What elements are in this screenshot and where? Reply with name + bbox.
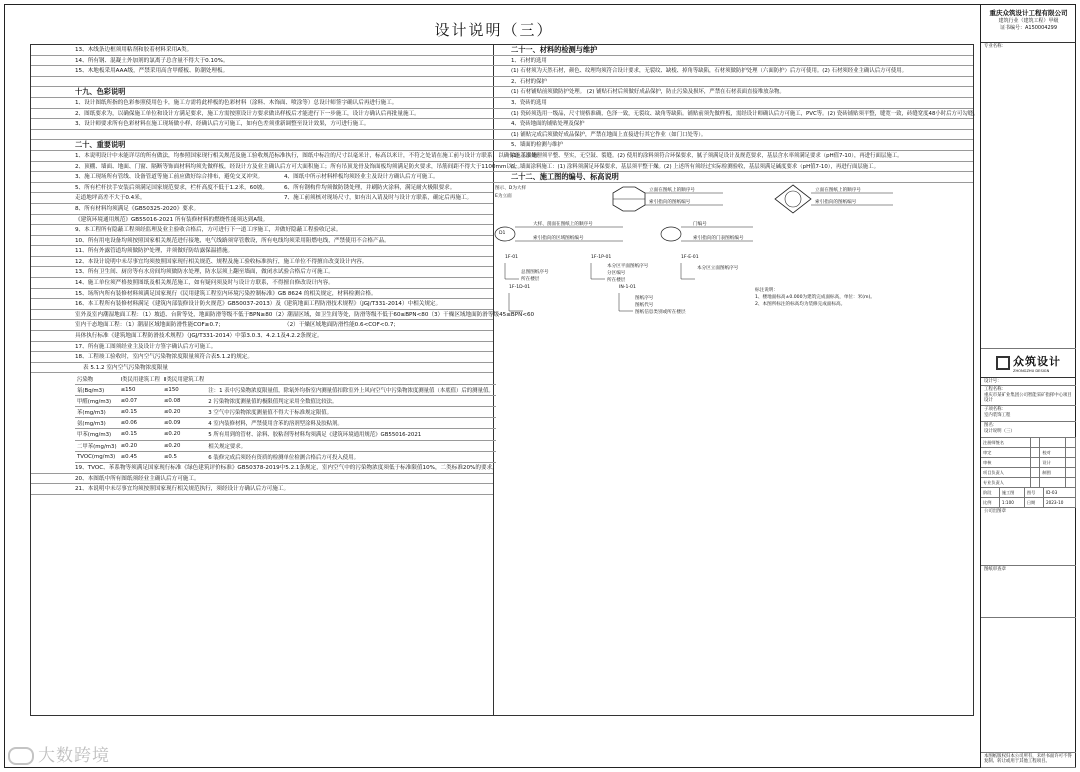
voc-row xyxy=(75,440,496,451)
project-name-label: 工程名称： xyxy=(984,387,1006,393)
voc-cell: ≤0.06 xyxy=(119,418,162,429)
voc-cell: TVOC(mg/m3) xyxy=(75,451,119,462)
voc-table xyxy=(75,373,496,463)
signature-cell: 校对 xyxy=(1040,448,1066,458)
voc-cell: 2 污染物浓度测量值的极限值判定采用全数值比较法。 xyxy=(206,395,495,406)
code-label: 所在楼层 xyxy=(607,277,626,283)
note-row xyxy=(31,320,493,331)
legend-line: 2、本图所标注的标高均为装修完成面标高。 xyxy=(755,301,846,307)
section-heading: 二十一、材料的检测与维护 xyxy=(493,45,973,56)
sheet-value: ID-03 xyxy=(1043,488,1075,498)
note-row: (1) 石材须为天然石材，颜色、纹理均须符合设计要求，无裂纹、缺棱、掉角等缺陷，石材须做防护处理（六面防护）后方可使用。(2) 石材须经业主确认后方可使用。 xyxy=(493,66,973,77)
voc-cell: 5 所有用到的管材、涂料、胶粘剂等材料均须满足《建筑环境通用规范》GB55016-2021 xyxy=(206,429,495,440)
voc-row xyxy=(75,418,496,429)
watermark xyxy=(8,741,110,766)
signature-row xyxy=(981,468,1076,478)
note-row: 9、本工程所有隐蔽工程须经监理及业主验收合格后，方可进行下一道工序施工，并做好隐蔽工程验收记录。 xyxy=(31,225,493,236)
note-row: 11、所有外露管道均须做防护处理，并须做好防结露保温措施。 xyxy=(31,246,493,257)
signature-cell: 注册师签名 xyxy=(981,438,1030,448)
voc-cell: ≤0.20 xyxy=(162,406,206,417)
company-grade: 建筑行业（建筑工程）甲级 xyxy=(998,18,1059,24)
note-row: (1) 基层处理须平整、坚实，无空鼓、裂缝。(2) 使用的涂料须符合环保要求，腻子须满足设计及规范要求，基层含水率须满足要求（pH值7-10），再进行面层施工。 xyxy=(493,151,973,162)
note-text: 室内干态地面工程：（1）潮湿区域地面防滑性能COF≥0.7； xyxy=(75,322,224,329)
voc-cell: ≤0.08 xyxy=(162,395,206,406)
signature-cell xyxy=(1066,468,1076,478)
logo-subtext: ZHONGZHU DESIGN xyxy=(1013,369,1050,373)
signature-cell: 制图 xyxy=(1040,468,1066,478)
note-row: (1) 石材铺贴前须做防护处理。 (2) 铺贴石材后须做好成品保护，防止污染及损坏，严禁在石材表面直接堆放杂物。 xyxy=(493,87,973,98)
diagram-label: 索引指向的区域图纸编号 xyxy=(533,235,584,241)
stage-label: 阶段 xyxy=(981,488,999,498)
voc-cell: 6 装修完成后须经有资质的检测单位检测合格后方可投入使用。 xyxy=(206,451,495,462)
note-row: 13、木线条边框须用粘剂和胶着材料采用A类。 xyxy=(31,45,493,56)
voc-cell: ≤0.20 xyxy=(119,440,162,451)
code-label: 本分区平面图纸序号 xyxy=(607,263,649,269)
diagram-label: 索引指向的门表图纸编号 xyxy=(693,235,744,241)
signature-cell: 项目负责人 xyxy=(981,468,1030,478)
diagram-label: 门编号 xyxy=(693,221,707,227)
note-text: 走道地坪高差不大于0.4米。 xyxy=(75,195,146,202)
voc-cell: 3 空气中污染物浓度测量值不得大于标准规定限值。 xyxy=(206,406,495,417)
code-label: 图纸序号 xyxy=(635,295,654,301)
scale-label: 比例 xyxy=(981,498,999,508)
voc-cell: ≤0.15 xyxy=(119,429,162,440)
signature-row xyxy=(981,458,1076,468)
note-text: 6、所有钢构件均须做防锈处理，并刷防火涂料，满足耐火极限要求。 xyxy=(284,184,456,191)
voc-cell: 相关规定要求。 xyxy=(206,440,495,451)
date-label: 日期 xyxy=(1024,498,1043,508)
project-number xyxy=(981,378,1076,386)
signature-cell xyxy=(1066,458,1076,468)
signature-cell: 专业负责人 xyxy=(981,478,1030,488)
note-row: 2、顶棚、墙面、地面、门窗、隔断等饰面材料均须先做样板，经设计方及业主确认后方可大面积施工；所有吊顶龙骨及饰面板均须满足防火要求，吊筋间距不得大于1100mm以上。 xyxy=(31,162,493,173)
note-row: 2、图纸要求为，以确保施工单位和设计方满足要求，施工方需按照设计方要求做出样板后才能进行下一步施工，设计方确认后再批量施工。 xyxy=(31,109,493,120)
note-row: 1、本说明设计中未能详尽的所有做法，均参照国家现行相关规范及施工验收规范标准执行，图纸中标注的尺寸以毫米计，标高以米计，不符之处请在施工前与设计方联系，以确保施工准确。 xyxy=(31,151,493,162)
note-row xyxy=(31,172,493,183)
note-row: 1、石材的选用 xyxy=(493,56,973,67)
project-name xyxy=(981,386,1076,406)
signature-cell: 审核 xyxy=(981,458,1030,468)
title-block xyxy=(980,4,1076,768)
note-row xyxy=(31,193,493,204)
voc-cell: ≤150 xyxy=(119,384,162,395)
note-text: 4、图纸中所示材料样板均须经业主及设计方确认后方可施工。 xyxy=(284,174,439,181)
note-row: 19、TVOC、苯系物等须满足国家现行标准《绿色建筑评价标准》GB50378-2019中5.2.1条规定，室内空气中的污染物浓度须低于标准限值10%，二类标准20%的要求。 xyxy=(31,463,493,474)
note-row: 3、瓷砖的选用 xyxy=(493,98,973,109)
elevation-symbol-right xyxy=(775,185,811,213)
sub-project-value: 室内装饰工程 xyxy=(984,412,1011,418)
voc-cell: 氨(mg/m3) xyxy=(75,418,119,429)
signature-cell xyxy=(1040,478,1066,488)
voc-header xyxy=(206,373,495,384)
logo-text: 众筑设计 xyxy=(1013,355,1061,368)
voc-cell: 二甲苯(mg/m3) xyxy=(75,440,119,451)
drawing-name xyxy=(981,422,1076,438)
drawing-name-label: 图名： xyxy=(984,423,998,429)
code-label: 图纸信息类别或所在楼层 xyxy=(635,309,686,315)
numbering-diagram xyxy=(493,183,973,323)
note-row: 17、所有施工图须经业主及设计方签字确认后方可施工。 xyxy=(31,342,493,353)
voc-row xyxy=(75,395,496,406)
signature-grid xyxy=(981,438,1076,488)
voc-cell: 注：1 表中污染物浓度限量值，除氡外均指室内测量值扣除室外上风向空气中污染物浓度测量值（本底值）后的测量值。 xyxy=(206,384,495,395)
note-row: 15、木地板采用AAA级，严禁采用高含甲醛板、防潮处理板。 xyxy=(31,66,493,77)
note-text: 5、所有栏杆扶手安装后须满足国家规范要求，栏杆高度不低于1.2米，60坡。 xyxy=(75,184,268,191)
note-row: 20、本图纸中所有图纸须经业主确认后方可施工。 xyxy=(31,474,493,485)
voc-header: Ⅱ类民用建筑工程 xyxy=(162,373,206,384)
signature-cell xyxy=(1066,478,1076,488)
voc-row xyxy=(75,384,496,395)
legend-title: 标注说明： xyxy=(755,287,778,293)
note-row: 5、墙面的检测与维护 xyxy=(493,140,973,151)
note-row: 8、所有材料均须满足《GB50325-2020》要求。 xyxy=(31,204,493,215)
diagram-label: 立面在图纸上的顺序号 xyxy=(815,187,861,193)
note-row: (1) 瓷砖须选用一级品，尺寸规格准确，色泽一致，无裂纹、缺角等缺陷。铺贴前须先做样板，需经设计师确认后方可施工，PVC等。(2) 瓷砖铺贴须平整，缝宽一致，砖缝宽度48小时后方可勾缝。 xyxy=(493,109,973,120)
note-row xyxy=(31,183,493,194)
diagram-note: 图示、D为大样 xyxy=(495,185,527,191)
voc-header: 污染物 xyxy=(75,373,119,384)
section-heading: 十九、色彩说明 xyxy=(31,87,493,98)
watermark-logo-icon xyxy=(8,747,34,765)
voc-cell: ≤0.5 xyxy=(162,451,206,462)
note-row: 14、施工单位须严格按照图纸及相关规范施工，如有疑问须及时与设计方联系，不得擅自修改设计内容。 xyxy=(31,278,493,289)
signature-cell xyxy=(1030,458,1040,468)
signature-cell xyxy=(1066,438,1076,448)
legend-line: 1、楼地面标高±0.000为建筑完成面标高，单位：米(m)。 xyxy=(755,294,875,300)
note-row: 具体执行标准《建筑地面工程防滑技术规程》（JGJ/T331-2014）中第3.0.3、4.2.1及4.2.2条规定。 xyxy=(31,331,493,342)
voc-cell: ≤0.09 xyxy=(162,418,206,429)
elevation-circle xyxy=(785,191,801,207)
voc-cell: ≤0.15 xyxy=(119,406,162,417)
sub-project xyxy=(981,406,1076,422)
note-row: 10、所有用电设备均须按照国家相关规范进行接地，电气线路须穿管敷设，所有电线均须采用阻燃电线，严禁使用不合格产品。 xyxy=(31,236,493,247)
right-column xyxy=(493,45,979,715)
signature-cell: 审定 xyxy=(981,448,1030,458)
signature-cell xyxy=(1030,438,1040,448)
table-caption: 表 5.1.2 室内空气污染物浓度限量 xyxy=(31,363,493,374)
drawing-name-value: 设计说明（三） xyxy=(984,428,1015,434)
diagram-label: 索引指向的图纸编号 xyxy=(649,199,691,205)
note-text: 7、施工前须核对现场尺寸，如有出入请及时与设计方联系，确定后再施工。 xyxy=(284,195,473,202)
detail-code: D1 xyxy=(499,230,506,236)
code-label: 图纸代号 xyxy=(635,302,654,308)
voc-row xyxy=(75,429,496,440)
voc-cell: 甲苯(mg/m3) xyxy=(75,429,119,440)
voc-cell: 4 室内装修材料，严禁使用含苯的溶剂型涂料及胶粘剂。 xyxy=(206,418,495,429)
watermark-text: 大数跨境 xyxy=(38,746,110,766)
diagram-label: 立面在图纸上的顺序号 xyxy=(649,187,695,193)
note-row: 《建筑环境通用规范》GB55016-2021 所有装修材料的燃烧性能须达到A级。 xyxy=(31,215,493,226)
note-row: 12、本设计说明中未尽事宜均须按照国家现行相关规范、规程及施工验收标准执行，施工单位不得擅自改变设计内容。 xyxy=(31,257,493,268)
code-example: 1F-1P-01 xyxy=(591,254,612,260)
scope-field xyxy=(981,43,1076,349)
voc-row xyxy=(75,451,496,462)
page-title: 设计说明（三） xyxy=(434,21,554,39)
stage-value: 施工图 xyxy=(999,488,1024,498)
signature-row xyxy=(981,448,1076,458)
signature-cell xyxy=(1066,448,1076,458)
company-seal-area xyxy=(981,508,1076,566)
diagram-svg xyxy=(493,183,973,323)
voc-cell: 苯(mg/m3) xyxy=(75,406,119,417)
copyright-note: 本图纸版权归本公司所有，未经书面许可不得复制、转让或用于其他工程项目。 xyxy=(981,752,1076,768)
note-row: 13、所有卫生间、厨房等有水房间均须做防水处理，防水层须上翻至墙面，做闭水试验合格后方可施工。 xyxy=(31,267,493,278)
date-value: 2023-10 xyxy=(1043,498,1075,508)
code-label: 总图图纸序号 xyxy=(521,269,549,275)
review-seal-area xyxy=(981,566,1076,618)
sub-project-label: 子项名称： xyxy=(984,407,1006,413)
note-row xyxy=(31,130,493,141)
code-example: 1F-1D-01 xyxy=(509,284,531,290)
company-name: 重庆众筑设计工程有限公司 xyxy=(989,9,1068,17)
note-text: 3、施工现场所有管线、设备管道等施工前应做好综合排布，避免交叉冲突。 xyxy=(75,174,264,181)
company-cert: 证书编号：A150004299 xyxy=(999,25,1058,31)
note-row: 21、本说明中未尽事宜均须按照国家现行相关规范执行，须经设计方确认后方可施工。 xyxy=(31,484,493,495)
voc-cell: ≤0.20 xyxy=(162,440,206,451)
meta-grid xyxy=(981,488,1076,508)
code-label: 分区编号 xyxy=(607,270,626,276)
voc-cell: ≤150 xyxy=(162,384,206,395)
diagram-label: 索引指向的图纸编号 xyxy=(815,199,857,205)
code-label: 所在楼层 xyxy=(521,276,540,282)
scale-value: 1:100 xyxy=(999,498,1024,508)
voc-cell: ≤0.20 xyxy=(162,429,206,440)
voc-cell: 甲醛(mg/m3) xyxy=(75,395,119,406)
company-header xyxy=(981,8,1076,43)
voc-header: Ⅰ类民用建筑工程 xyxy=(119,373,162,384)
diagram-note: E为立面 xyxy=(495,193,512,199)
voc-cell: ≤0.45 xyxy=(119,451,162,462)
note-row: 4、瓷砖地面的铺贴处理及保护 xyxy=(493,119,973,130)
door-symbol xyxy=(661,227,681,241)
note-row: 14、所有钢、混凝土外加剂的氯离子总含量不得大于0.10%。 xyxy=(31,56,493,67)
seal-label: 公司出图章 xyxy=(984,509,1006,515)
note-row: 1、设计图纸所指的色彩参照使用色卡，施工方需将此样板的色彩材料（涂料、木饰面、喷涂等）总设计师签字确认后再进行施工。 xyxy=(31,98,493,109)
section-heading: 二十二、施工图的编号、标高说明 xyxy=(493,172,973,183)
logo-mark-icon xyxy=(996,356,1010,370)
voc-row xyxy=(75,406,496,417)
diagram-label: 大样、剖面在图纸上的顺序号 xyxy=(533,221,593,227)
note-row: 室外及室内潮湿地面工程：（1）坡道、台阶等处，地面防滑等级不低于BPN≥80（2）潮湿区域，如卫生间等处，防滑等级不低于60≤BPN<80（3）干燥区域地面防滑等级45≤BPN<60 xyxy=(31,310,493,321)
signature-cell xyxy=(1030,448,1040,458)
code-example: 1F-E-01 xyxy=(681,254,699,260)
note-text: （2）干燥区域地面防滑性能0.6<COF<0.7； xyxy=(284,322,399,329)
notes-area xyxy=(30,44,979,716)
signature-row xyxy=(981,438,1076,448)
note-row: 3、设计师要求所有色彩材料在施工现场做小样，经确认后方可施工，如有色差须重新调整至设计效果，方可进行施工。 xyxy=(31,119,493,130)
code-label: 本分区立面图纸序号 xyxy=(697,265,739,271)
project-name-value: 重庆市某矿业集团公司智能采矿指挥中心项目设计 xyxy=(984,392,1072,404)
note-row: 2、石材的保护 xyxy=(493,77,973,88)
scope-label: 专业名称： xyxy=(984,44,1006,49)
signature-cell xyxy=(1030,478,1040,488)
note-row: (1) 铺贴完成后须做好成品保护，严禁在地面上直接进行其它作业（如门口处等）。 xyxy=(493,130,973,141)
company-logo xyxy=(981,349,1076,378)
note-row xyxy=(31,77,493,88)
section-heading: 二十、重要说明 xyxy=(31,140,493,151)
review-label: 图纸审查章 xyxy=(984,567,1006,573)
signature-cell xyxy=(1040,438,1066,448)
voc-cell: ≤0.07 xyxy=(119,395,162,406)
voc-cell: 氡(Bq/m3) xyxy=(75,384,119,395)
signature-cell: 设计 xyxy=(1040,458,1066,468)
note-row: 18、工程竣工验收时，室内空气污染物浓度限量须符合表5.1.2的规定。 xyxy=(31,352,493,363)
code-example: IN-1-01 xyxy=(619,284,636,290)
note-row: 16、本工程所有装修材料满足《建筑内部装修设计防火规范》GB50037-2013）及《建筑地面工程防滑技术规程》（JGJ/T331-2014）中相关规定。 xyxy=(31,299,493,310)
project-number-label: 设计号： xyxy=(984,379,1002,384)
signature-row xyxy=(981,478,1076,488)
note-row: 15、场所内所有装修材料须满足国家现行《民用建筑工程室内环境污染控制标准》GB 8624 的相关规定，材料检测合格。 xyxy=(31,289,493,300)
signature-cell xyxy=(1030,468,1040,478)
code-example: 1F-01 xyxy=(505,254,519,260)
note-row: 6、墙面涂料施工：(1) 涂料须满足环保要求，基层须平整干燥。(2) 上述所有须经过实际检测验收，基层须满足碱度要求（pH值7-10），再进行面层施工。 xyxy=(493,162,973,173)
sheet-label: 图号 xyxy=(1024,488,1043,498)
